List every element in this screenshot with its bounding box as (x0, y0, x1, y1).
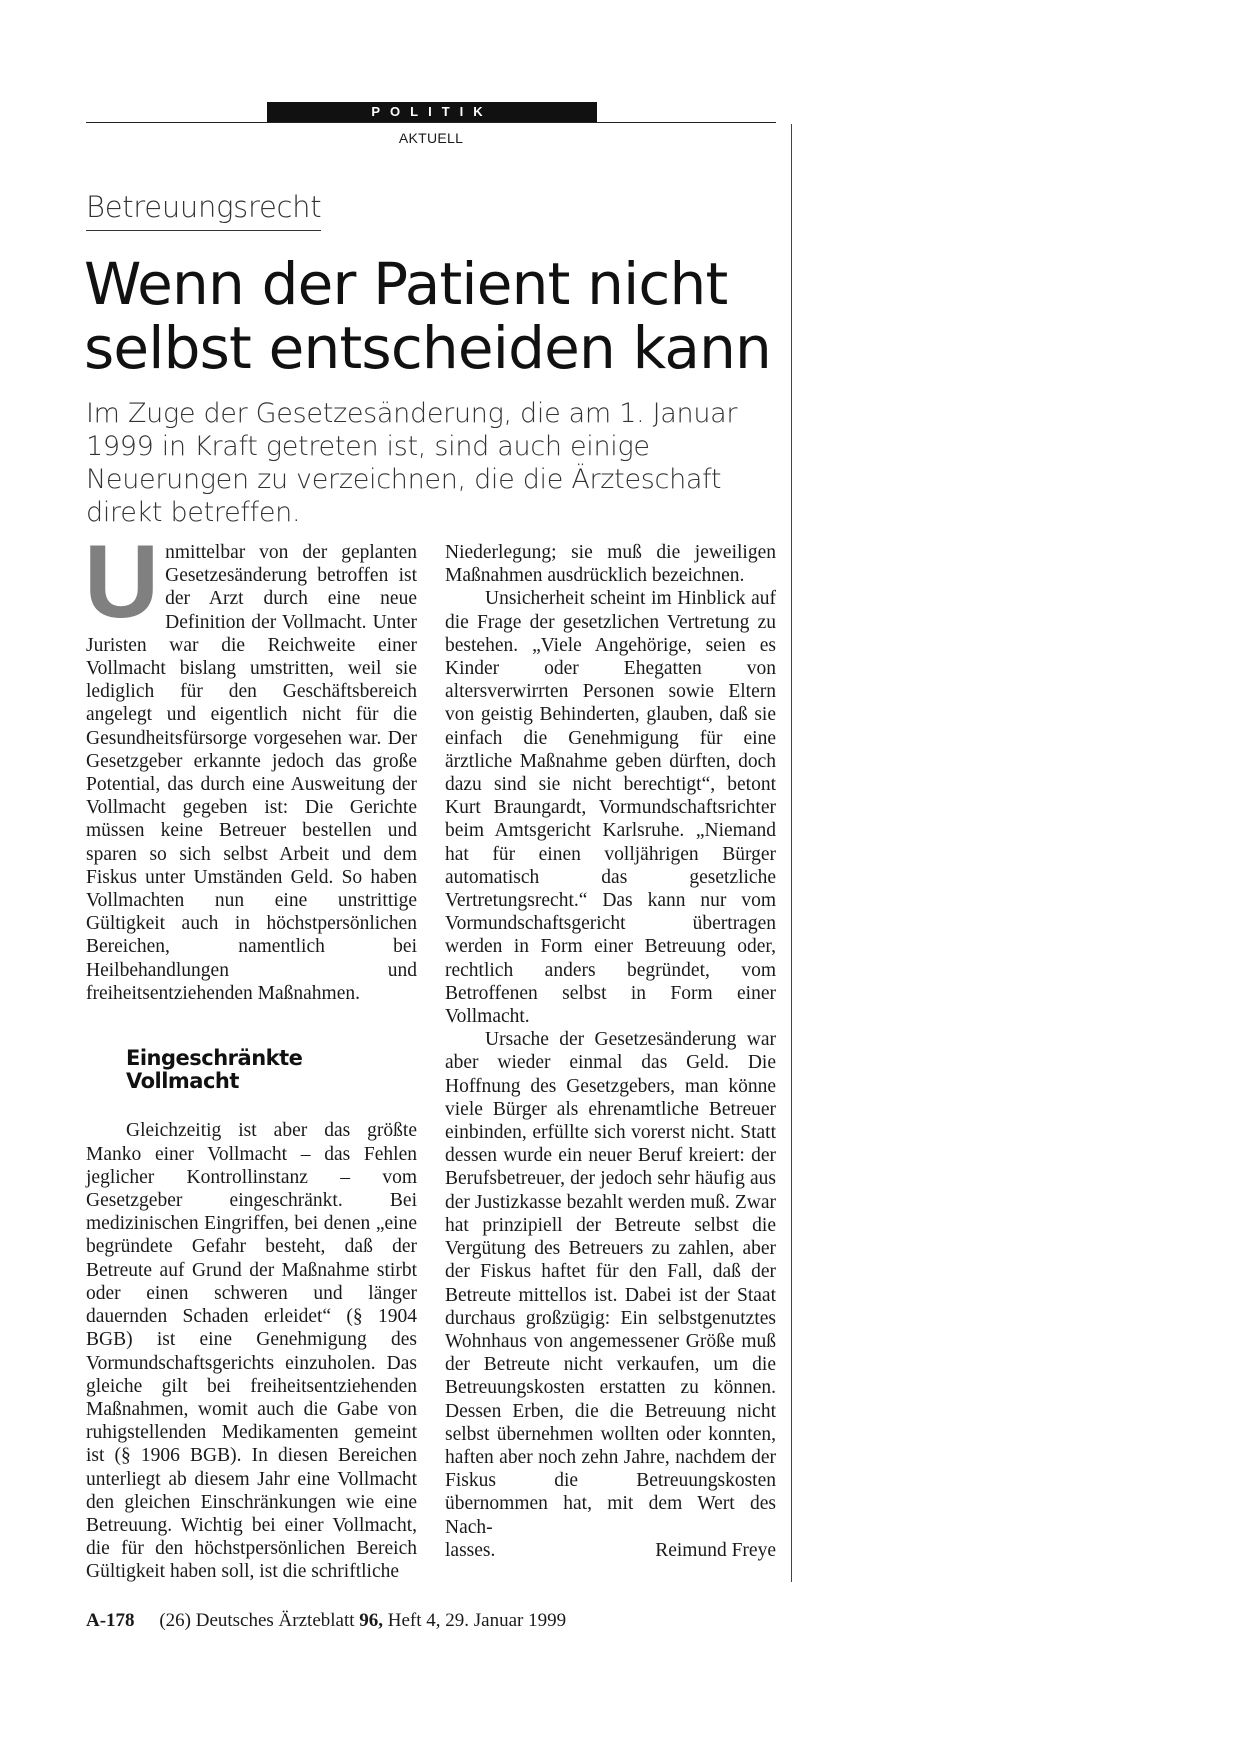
article-kicker: Betreuungsrecht (86, 190, 321, 231)
text-column-1 (84, 524, 417, 1584)
closing-line (445, 1539, 776, 1562)
text-column-2 (445, 541, 776, 1562)
section-label: POLITIK (267, 102, 597, 122)
subheading: Eingeschränkte Vollmacht (126, 1046, 303, 1094)
headline-line-2: selbst entscheiden kann (84, 314, 772, 382)
article-lead: Im Zuge der Gesetzesänderung, die am 1. Januar 1999 in Kraft getreten ist, sind auch einige Neuerungen zu verzeichnen, die die Ärzteschaft direkt betreffen. (86, 398, 738, 528)
citation-issue: Heft 4, 29. Januar 1999 (387, 1610, 567, 1631)
paragraph-3: Niederlegung; sie muß die jeweiligen Maßnahmen ausdrücklich bezeichnen. (445, 542, 776, 587)
page-number: A-178 (86, 1610, 135, 1631)
article-headline (84, 252, 784, 380)
citation-source: (26) Deutsches Ärzteblatt (159, 1610, 355, 1631)
paragraph-1 (84, 524, 417, 1005)
paragraph-1-text: nmittelbar von der geplanten Gesetzesänderung betroffen ist der Arzt durch eine neue Definition der Vollmacht. Unter Juristen war die Reichweite einer Vollmacht bislang umstritten, weil sie lediglich für den Geschäftsbereich angelegt und eigentlich nicht für die Gesundheitsfürsorge vorgesehen war. Der Gesetzgeber erkannte jedoch das große Potential, das durch eine Ausweitung der Vollmacht gegeben ist: Die Gerichte müssen keine Betreuer bestellen und sparen so sich selbst Arbeit und dem Fiskus unter Umständen Geld. So haben Vollmachten nun eine unstrittige Gültigkeit auch in höchstpersönlichen Bereichen, namentlich bei Heilbehandlungen und freiheitsentziehenden Maßnahmen. (86, 542, 417, 1004)
headline-line-1: Wenn der Patient nicht (84, 250, 728, 318)
paragraph-5: Ursache der Gesetzesänderung war aber wieder einmal das Geld. Die Hoffnung des Gesetzgebers, man könne viele Bürger als ehrenamtliche Betreuer einbinden, erfüllte sich vorerst nicht. Statt dessen wurde ein neuer Beruf kreiert: der Berufsbetreuer, der jedoch sehr häufig aus der Justizkasse bezahlt werden muß. Zwar hat prinzipiell der Betreute selbst die Vergütung des Betreuers zu zahlen, aber der Fiskus haftet für den Fall, daß der Betreute mittellos ist. Dabei ist der Staat durchaus großzügig: Ein selbstgenutztes Wohnhaus von angemessener Größe muß der Betreute nicht verkaufen, um die Betreuungskosten erstatten zu können. Dessen Erben, die die Betreuung nicht selbst übernehmen wollten oder konnten, haften aber noch zehn Jahre, nachdem der Fiskus die Betreuungskosten übernommen hat, mit dem Wert des Nach- (445, 1029, 776, 1538)
subsection-label: AKTUELL (398, 130, 464, 146)
citation-volume: 96, (359, 1610, 384, 1631)
paragraph-5-end: lasses. (445, 1539, 496, 1561)
header-rule (86, 122, 776, 123)
drop-cap: U (84, 524, 160, 640)
column-rule (791, 124, 792, 1582)
page-footer (86, 1610, 566, 1632)
paragraph-2: Gleichzeitig ist aber das größte Manko einer Vollmacht – das Fehlen jeglicher Kontrollinstanz – vom Gesetzgeber eingeschränkt. Bei medizinischen Eingriffen, bei denen „eine begründete Gefahr besteht, daß der Betreute auf Grund der Maßnahme stirbt oder einen schweren und länger dauernden Schaden erleidet“ (§ 1904 BGB) ist eine Genehmigung des Vormundschaftsgerichts einzuholen. Das gleiche gilt bei freiheitsentziehenden Maßnahmen, womit auch die Gabe von ruhigstellenden Medikamenten gemeint ist (§ 1906 BGB). In diesen Bereichen unterliegt ab diesem Jahr eine Vollmacht den gleichen Einschränkungen wie eine Betreuung. Wichtig bei einer Vollmacht, die für den höchstpersönlichen Bereich Gültigkeit haben soll, ist die schriftliche (86, 1120, 417, 1583)
author-name: Reimund Freye (655, 1539, 776, 1561)
paragraph-4: Unsicherheit scheint im Hinblick auf die Frage der gesetzlichen Vertretung zu bestehen. „Viele Angehörige, seien es Kinder oder Ehegatten von altersverwirrten Personen sowie Eltern von geistig Behinderten, glauben, daß sie einfach die Genehmigung für eine ärztliche Maßnahme geben dürften, doch dazu sind sie nicht berechtigt“, betont Kurt Braungardt, Vormundschaftsrichter beim Amtsgericht Karlsruhe. „Niemand hat für einen volljährigen Bürger automatisch das gesetzliche Vertretungsrecht.“ Das kann nur vom Vormundschaftsgericht übertragen werden in Form einer Betreuung oder, rechtlich anders begründet, vom Betroffenen selbst in Form einer Vollmacht. (445, 588, 776, 1028)
